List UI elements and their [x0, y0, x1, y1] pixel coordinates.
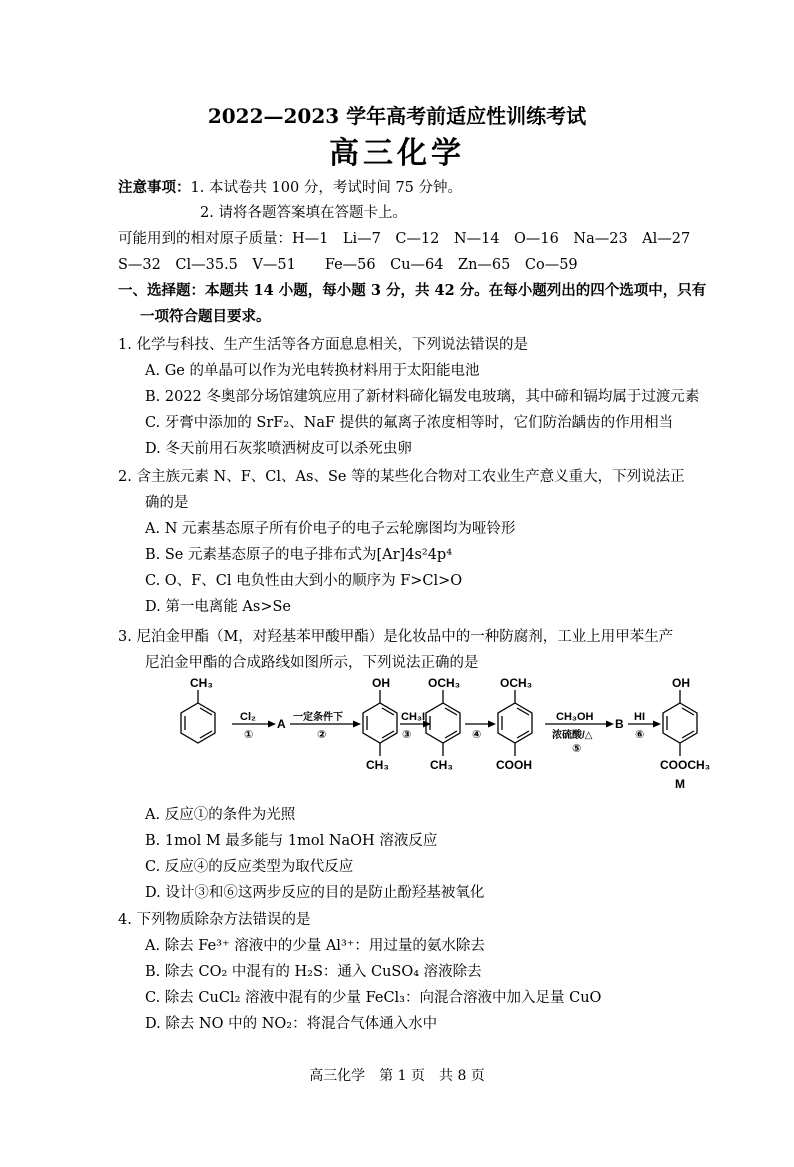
- label-ch3-cresol: CH₃: [366, 758, 389, 772]
- q1-option-d: D. 冬天前用石灰浆喷洒树皮可以杀死虫卵: [145, 441, 412, 457]
- label-ch3-toluene: CH₃: [190, 676, 213, 690]
- notes-item-2: 2. 请将各题答案填在答题卡上。: [200, 205, 407, 221]
- label-hi: HI: [634, 711, 645, 723]
- q1-stem: 1. 化学与科技、生产生活等各方面息息相关，下列说法错误的是: [118, 337, 528, 353]
- label-och3-3: OCH₃: [428, 676, 461, 690]
- q3-option-d: D. 设计③和⑥这两步反应的目的是防止酚羟基被氧化: [145, 885, 485, 901]
- label-cl2: Cl₂: [240, 711, 256, 723]
- label-och3-4: OCH₃: [500, 676, 533, 690]
- synthesis-scheme: [160, 676, 740, 796]
- q1-option-a: A. Ge 的单晶可以作为光电转换材料用于太阳能电池: [145, 363, 480, 379]
- label-step-6: ⑥: [635, 729, 645, 741]
- label-condition-2: 一定条件下: [293, 712, 343, 723]
- q2-option-d: D. 第一电离能 As>Se: [145, 599, 292, 615]
- q2-stem-line-2: 确的是: [145, 495, 189, 511]
- label-oh-m: OH: [672, 676, 690, 690]
- label-intermediate-b: B: [615, 717, 624, 731]
- q4-option-b: B. 除去 CO₂ 中混有的 H₂S：通入 CuSO₄ 溶液除去: [145, 964, 482, 980]
- q4-option-c: C. 除去 CuCl₂ 溶液中混有的少量 FeCl₃：向混合溶液中加入足量 CuO: [145, 990, 602, 1006]
- label-step-2: ②: [317, 729, 327, 741]
- label-condition-5: 浓硫酸/△: [552, 730, 593, 741]
- methylanisole-ring: [426, 703, 460, 743]
- product-m-ring: [663, 703, 697, 743]
- label-oh-cresol: OH: [372, 676, 390, 690]
- label-step-3: ③: [402, 729, 412, 741]
- q3-option-a: A. 反应①的条件为光照: [145, 807, 296, 823]
- page-footer: 高三化学 第 1 页 共 8 页: [309, 1068, 485, 1084]
- q3-option-b: B. 1mol M 最多能与 1mol NaOH 溶液反应: [145, 833, 438, 849]
- q3-stem-line-1: 3. 尼泊金甲酯（M，对羟基苯甲酸甲酯）是化妆品中的一种防腐剂，工业上用甲苯生产: [118, 629, 674, 645]
- anisic-acid-ring: [498, 703, 532, 743]
- label-intermediate-a: A: [277, 717, 286, 731]
- exam-title: 2022—2023 学年高考前适应性训练考试: [207, 104, 587, 128]
- label-ch3i: CH₃I: [401, 711, 426, 723]
- q1-option-b: B. 2022 冬奥部分场馆建筑应用了新材料碲化镉发电玻璃，其中碲和镉均属于过渡元素: [145, 389, 700, 405]
- label-step-1: ①: [244, 729, 254, 741]
- notes-label: 注意事项：: [118, 179, 191, 196]
- q4-stem: 4. 下列物质除杂方法错误的是: [118, 912, 311, 928]
- label-cooch3: COOCH₃: [660, 758, 711, 772]
- q3-option-c: C. 反应④的反应类型为取代反应: [145, 859, 354, 875]
- label-m: M: [675, 777, 685, 791]
- notes-item-1: 1. 本试卷共 100 分，考试时间 75 分钟。: [190, 180, 463, 196]
- q2-stem-line-1: 2. 含主族元素 N、F、Cl、As、Se 等的某些化合物对工农业生产意义重大，下列说法正: [118, 469, 685, 485]
- notes-block: [118, 176, 462, 197]
- q2-option-b: B. Se 元素基态原子的电子排布式为[Ar]4s²4p⁴: [145, 547, 453, 563]
- q4-option-d: D. 除去 NO 中的 NO₂：将混合气体通入水中: [145, 1016, 438, 1032]
- label-step-4: ④: [472, 729, 482, 741]
- section-1-heading-line-1: 一、选择题：本题共 14 小题，每小题 3 分，共 42 分。在每小题列出的四个选项中，只有: [118, 282, 707, 299]
- label-step-5: ⑤: [572, 743, 582, 755]
- atomic-masses-line-2: S—32 Cl—35.5 V—51 Fe—56 Cu—64 Zn—65 Co—59: [118, 257, 578, 273]
- q2-option-a: A. N 元素基态原子所有价电子的电子云轮廓图均为哑铃形: [145, 521, 516, 537]
- subject-title: 高三化学: [329, 136, 465, 171]
- toluene-ring: [181, 703, 215, 743]
- q3-stem-line-2: 尼泊金甲酯的合成路线如图所示，下列说法正确的是: [145, 655, 479, 671]
- label-ch3oh: CH₃OH: [556, 711, 594, 723]
- atomic-masses-line-1: 可能用到的相对原子质量：H—1 Li—7 C—12 N—14 O—16 Na—23 Al—27: [118, 231, 691, 247]
- label-ch3-3: CH₃: [430, 758, 453, 772]
- p-cresol-ring: [363, 703, 397, 743]
- label-cooh: COOH: [496, 758, 532, 772]
- q2-option-c: C. O、F、Cl 电负性由大到小的顺序为 F>Cl>O: [145, 573, 463, 589]
- section-1-heading-line-2: 一项符合题目要求。: [140, 308, 271, 325]
- q4-option-a: A. 除去 Fe³⁺ 溶液中的少量 Al³⁺：用过量的氨水除去: [145, 938, 485, 954]
- q1-option-c: C. 牙膏中添加的 SrF₂、NaF 提供的氟离子浓度相等时，它们防治龋齿的作用相当: [145, 415, 674, 431]
